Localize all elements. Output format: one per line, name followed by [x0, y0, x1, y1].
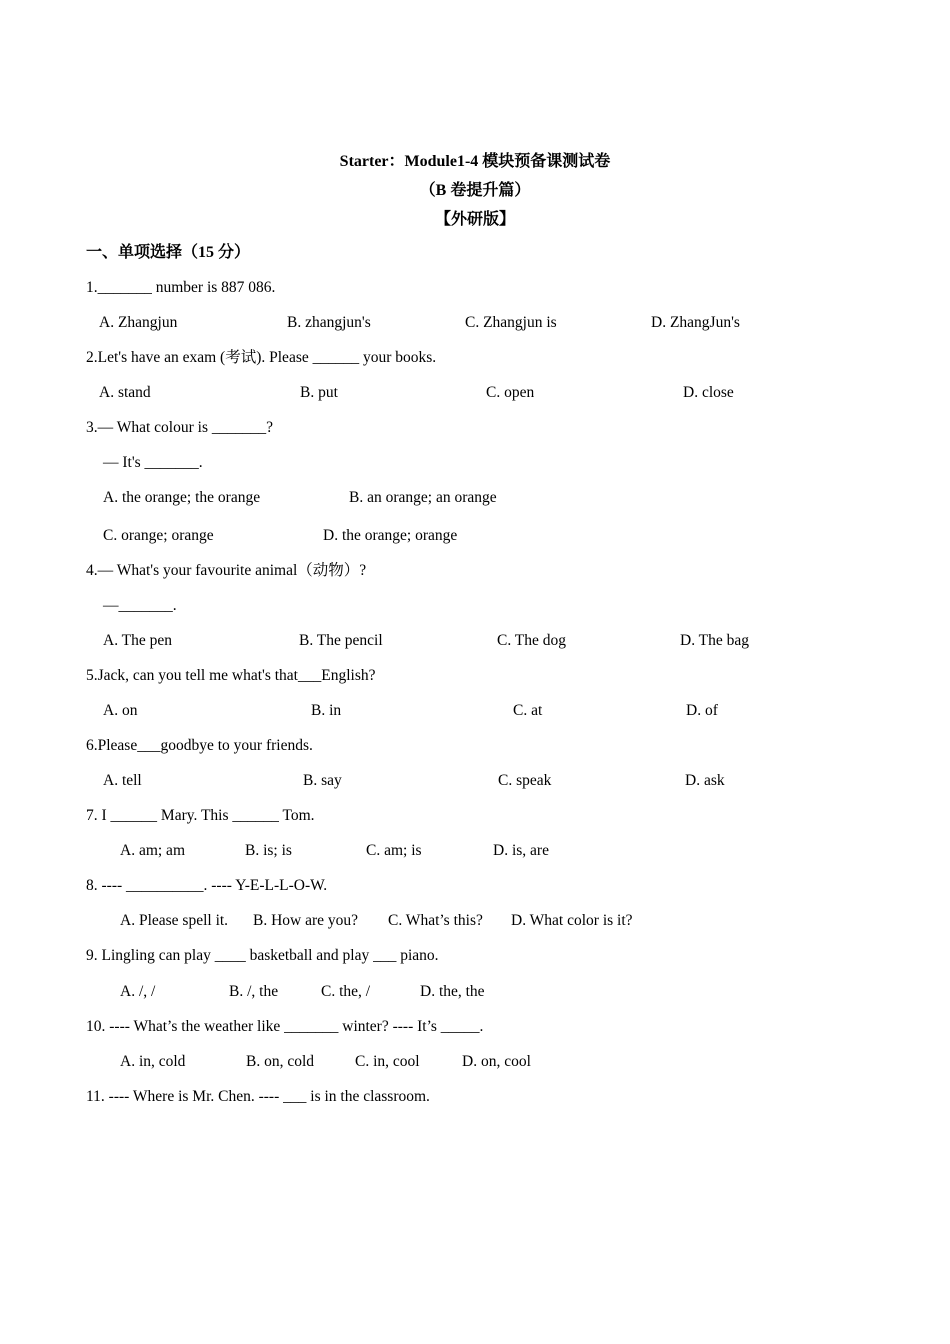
question-5-stem: 5.Jack, can you tell me what's that___English?: [86, 667, 376, 684]
question-8-option-a: A. Please spell it.: [120, 912, 229, 929]
question-3-option-a: A. the orange; the orange: [103, 489, 261, 506]
question-6-stem: 6.Please___goodbye to your friends.: [86, 737, 313, 754]
exam-edition: 【外研版】: [434, 211, 515, 228]
question-4-option-d: D. The bag: [680, 632, 750, 649]
question-9-stem: 9. Lingling can play ____ basketball and play ___ piano.: [86, 947, 439, 964]
question-1-option-c: C. Zhangjun is: [465, 314, 557, 331]
question-8-stem: 8. ---- __________. ---- Y-E-L-L-O-W.: [86, 877, 328, 894]
question-9-option-d: D. the, the: [420, 983, 485, 1000]
question-10-option-c: C. in, cool: [355, 1053, 420, 1070]
question-2-stem: 2.Let's have an exam (考试). Please ______ your books.: [86, 349, 437, 366]
question-4-option-c: C. The dog: [497, 632, 567, 649]
question-7-option-a: A. am; am: [120, 842, 185, 859]
question-8-option-b: B. How are you?: [253, 912, 359, 929]
question-3-stem: 3.— What colour is _______?: [86, 419, 273, 436]
question-9-option-b: B. /, the: [229, 983, 279, 1000]
question-3-reply: — It's _______.: [103, 454, 203, 471]
question-10-option-a: A. in, cold: [120, 1053, 186, 1070]
question-10-option-d: D. on, cool: [462, 1053, 531, 1070]
question-1-stem: 1._______ number is 887 086.: [86, 279, 276, 296]
question-7-option-c: C. am; is: [366, 842, 422, 859]
question-2-option-c: C. open: [486, 384, 535, 401]
question-1-option-d: D. ZhangJun's: [651, 314, 740, 331]
question-7-option-b: B. is; is: [245, 842, 292, 859]
question-11-stem: 11. ---- Where is Mr. Chen. ---- ___ is in the classroom.: [86, 1088, 430, 1105]
question-2-option-b: B. put: [300, 384, 338, 401]
question-3-option-d: D. the orange; orange: [323, 527, 458, 544]
question-6-option-c: C. speak: [498, 772, 552, 789]
exam-title: Starter：Module1-4 模块预备课测试卷: [339, 153, 611, 170]
question-4-stem: 4.— What's your favourite animal（动物）?: [86, 562, 367, 579]
question-9-option-a: A. /, /: [120, 983, 156, 1000]
question-3-option-b: B. an orange; an orange: [349, 489, 497, 506]
question-4-option-b: B. The pencil: [299, 632, 383, 649]
question-2-option-d: D. close: [683, 384, 734, 401]
question-6-option-b: B. say: [303, 772, 342, 789]
question-5-option-c: C. at: [513, 702, 543, 719]
question-5-option-d: D. of: [686, 702, 718, 719]
question-4-reply: —_______.: [103, 597, 177, 614]
question-5-option-b: B. in: [311, 702, 342, 719]
question-3-option-c: C. orange; orange: [103, 527, 214, 544]
question-8-option-c: C. What’s this?: [388, 912, 483, 929]
question-10-option-b: B. on, cold: [246, 1053, 315, 1070]
question-8-option-d: D. What color is it?: [511, 912, 633, 929]
question-7-stem: 7. I ______ Mary. This ______ Tom.: [86, 807, 315, 824]
question-1-option-b: B. zhangjun's: [287, 314, 371, 331]
question-6-option-a: A. tell: [103, 772, 142, 789]
question-5-option-a: A. on: [103, 702, 138, 719]
question-10-stem: 10. ---- What’s the weather like _______ winter? ---- It’s _____.: [86, 1018, 484, 1035]
question-2-option-a: A. stand: [99, 384, 151, 401]
question-4-option-a: A. The pen: [103, 632, 173, 649]
exam-subtitle: （B 卷提升篇）: [419, 182, 531, 199]
question-1-option-a: A. Zhangjun: [99, 314, 178, 331]
question-9-option-c: C. the, /: [321, 983, 371, 1000]
question-6-option-d: D. ask: [685, 772, 725, 789]
section-heading: 一、单项选择（15 分）: [86, 244, 251, 261]
question-7-option-d: D. is, are: [493, 842, 549, 859]
